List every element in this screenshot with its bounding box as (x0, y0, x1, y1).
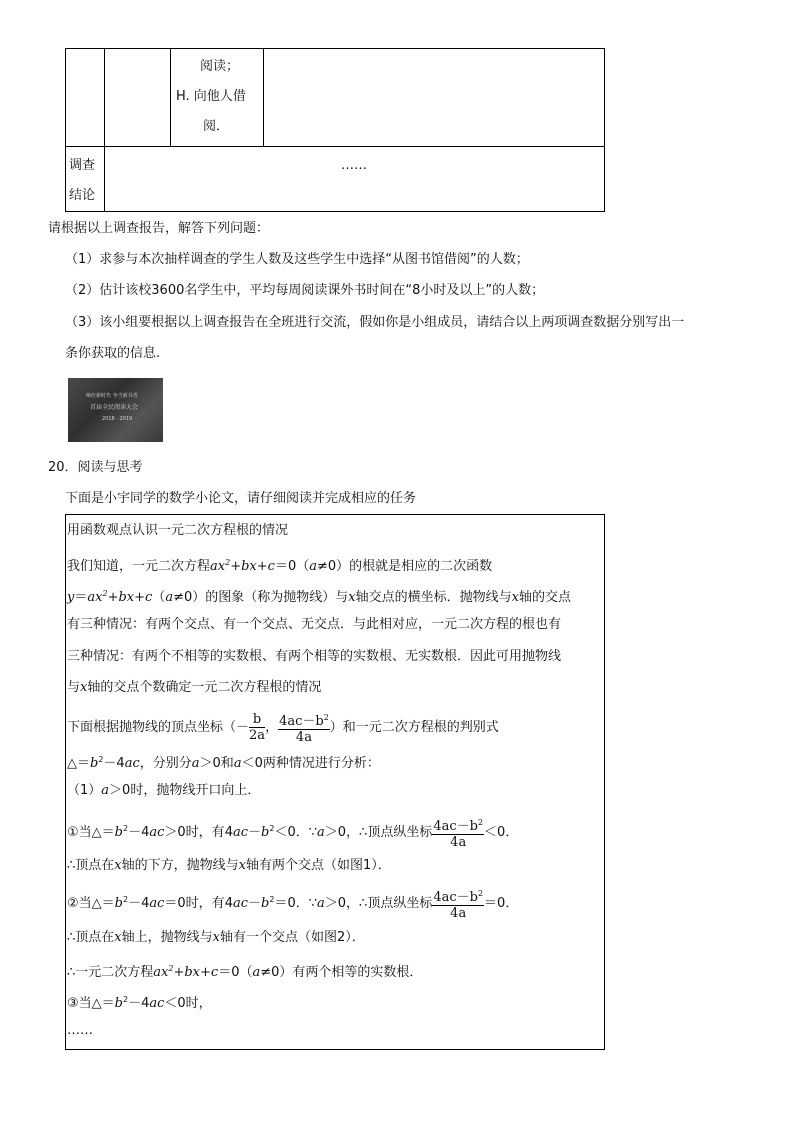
q20-heading: 20．阅读与思考 (48, 460, 143, 475)
table-divider (104, 49, 105, 147)
essay-text: 时，有 (185, 825, 225, 840)
essay-line: $y=ax^2+bx+c(a\ne 0)$的图象（称为抛物线）与x轴交点的横坐标．抛物线与x轴的交点 (67, 589, 571, 605)
essay-line: 三种情况：有两个不相等的实数根、有两个相等的实数根、无实数根．因此可用抛物线 (67, 649, 562, 664)
vertex-y-fraction: $\frac{4ac-b^2}{4a}$ (432, 886, 484, 921)
essay-line: （1）a＞0时，抛物线开口向上． (67, 783, 261, 798)
essay-text: 轴上，抛物线与 (121, 930, 213, 945)
essay-text: 时， (185, 996, 212, 1011)
vertex-y-fraction: $\frac{4ac-b^2}{4a}$ (432, 815, 484, 850)
essay-text: ．∵ (295, 896, 317, 911)
essay-line: ∴顶点在x轴上，抛物线与x轴有一个交点（如图2）． (67, 930, 365, 945)
essay-text: 时，抛物线开口向上． (130, 783, 261, 798)
essay-text: （1） (67, 783, 102, 798)
essay-line: ∴一元二次方程$ax^2+bx+c=0(a\ne 0)$有两个相等的实数根． (67, 964, 423, 980)
option-text-line: 阅． (203, 119, 230, 134)
essay-line: ∴顶点在x轴的下方，抛物线与x轴有两个交点（如图1）． (67, 858, 391, 873)
essay-title: 用函数观点认识一元二次方程根的情况 (67, 523, 289, 538)
essay-line: ②当$\triangle=b^2-4ac=0$时，有$4ac-b^2=0$．∵a＞0，∴顶点纵坐标 $\frac{4ac-b^2}{4a}$ ＝0． (67, 882, 518, 922)
essay-text: ＜0． (484, 825, 519, 840)
q20-intro: 下面是小宇同学的数学小论文，请仔细阅读并完成相应的任务 (65, 491, 417, 506)
essay-line: 有三种情况：有两个交点、有一个交点、无交点．与此相对应，一元二次方程的根也有 (67, 617, 562, 632)
essay-text: 有两个相等的实数根． (292, 965, 423, 980)
essay-text: 下面根据抛物线的顶点坐标（ (67, 720, 237, 735)
essay-text: 轴交点的横坐标．抛物线与 (355, 590, 512, 605)
q19-part3-line1: （3）该小组要根据以上调查报告在全班进行交流，假如你是小组成员，请结合以上两项调查数据分别写出一 (65, 315, 685, 330)
essay-text: ∴顶点在 (67, 858, 115, 873)
essay-text: 轴有两个交点（如图1）． (245, 858, 391, 873)
essay-line: ③当$\triangle=b^2-4ac<0$时， (67, 995, 212, 1011)
table-divider (170, 49, 171, 147)
poster-line: 响应新时代 争当新书香 (86, 393, 138, 399)
conclusion-label: 结论 (69, 188, 96, 203)
table-divider (66, 146, 604, 147)
essay-text: ，分别分 (139, 756, 192, 771)
essay-line: 我们知道，一元二次方程$ax^2+bx+c=0(a\ne 0)$的根就是相应的二次函数 (67, 558, 493, 574)
table-divider (263, 49, 264, 147)
essay-text: 和 (220, 756, 234, 771)
reading-event-poster-image (68, 378, 163, 442)
essay-text: ．∵ (295, 825, 317, 840)
essay-text: ）和一元二次方程根的判别式 (329, 720, 499, 735)
essay-text: 两种情况进行分析： (262, 756, 380, 771)
conclusion-label: 调查 (69, 158, 96, 173)
essay-text: ③当△＝ (67, 996, 115, 1011)
essay-text: 时，有 (185, 896, 225, 911)
essay-line: ①当$\triangle=b^2-4ac>0$时，有$4ac-b^2<0$．∵a＞0，∴顶点纵坐标 $\frac{4ac-b^2}{4a}$ ＜0． (67, 811, 518, 851)
vertex-x-fraction: $\frac{b}{2a}$ (249, 712, 266, 743)
essay-text: 轴的交点个数确定一元二次方程根的情况 (87, 680, 322, 695)
essay-line: 与x轴的交点个数确定一元二次方程根的情况 (67, 680, 322, 695)
equation: $ax^2+bx+c$ (210, 558, 275, 574)
option-text-line: H. 向他人借 (176, 89, 246, 104)
essay-text: ，∴顶点纵坐标 (346, 825, 433, 840)
essay-text: 轴的下方，抛物线与 (121, 858, 239, 873)
option-text-line: 阅读； (200, 59, 240, 74)
vertex-y-fraction: $\frac{4ac-b^2}{4a}$ (278, 710, 330, 745)
essay-text: 轴有一个交点（如图2）． (219, 930, 365, 945)
essay-text: 我们知道，一元二次方程 (67, 559, 211, 574)
essay-text: ∴顶点在 (67, 930, 115, 945)
essay-line: $\triangle=b^2-4ac$，分别分a＞0和a＜0两种情况进行分析： (67, 755, 380, 771)
essay-text: ①当△＝ (67, 825, 115, 840)
survey-table (65, 48, 605, 212)
poster-line: 首届全民阅读大会 (90, 404, 139, 411)
essay-text: ∴一元二次方程 (67, 965, 154, 980)
essay-text: 的根就是相应的二次函数 (349, 559, 493, 574)
poster-line: 2018 · 2019 (102, 416, 133, 422)
essay-text: ②当△＝ (67, 896, 115, 911)
essay-text: 的图象（称为抛物线）与 (205, 590, 349, 605)
essay-ellipsis: …… (67, 1023, 93, 1038)
essay-text: ＝0． (484, 896, 519, 911)
q19-part1: （1）求参与本次抽样调查的学生人数及这些学生中选择“从图书馆借阅”的人数； (65, 252, 529, 267)
function-expression: y (67, 590, 75, 605)
conclusion-value: …… (341, 158, 367, 173)
q19-part3-line2: 条你获取的信息. (65, 346, 161, 361)
essay-text: 轴的交点 (518, 590, 571, 605)
essay-text: ，∴顶点纵坐标 (346, 896, 433, 911)
q19-part2: （2）估计该校3600名学生中，平均每周阅读课外书时间在“8小时及以上”的人数； (65, 283, 545, 298)
table-divider (104, 146, 105, 212)
q19-intro: 请根据以上调查报告，解答下列问题： (48, 221, 270, 236)
essay-line: 下面根据抛物线的顶点坐标（－ $\frac{b}{2a}$ ， $\frac{4ac-b^2}{4a}$ ）和一元二次方程根的判别式 (67, 712, 499, 745)
